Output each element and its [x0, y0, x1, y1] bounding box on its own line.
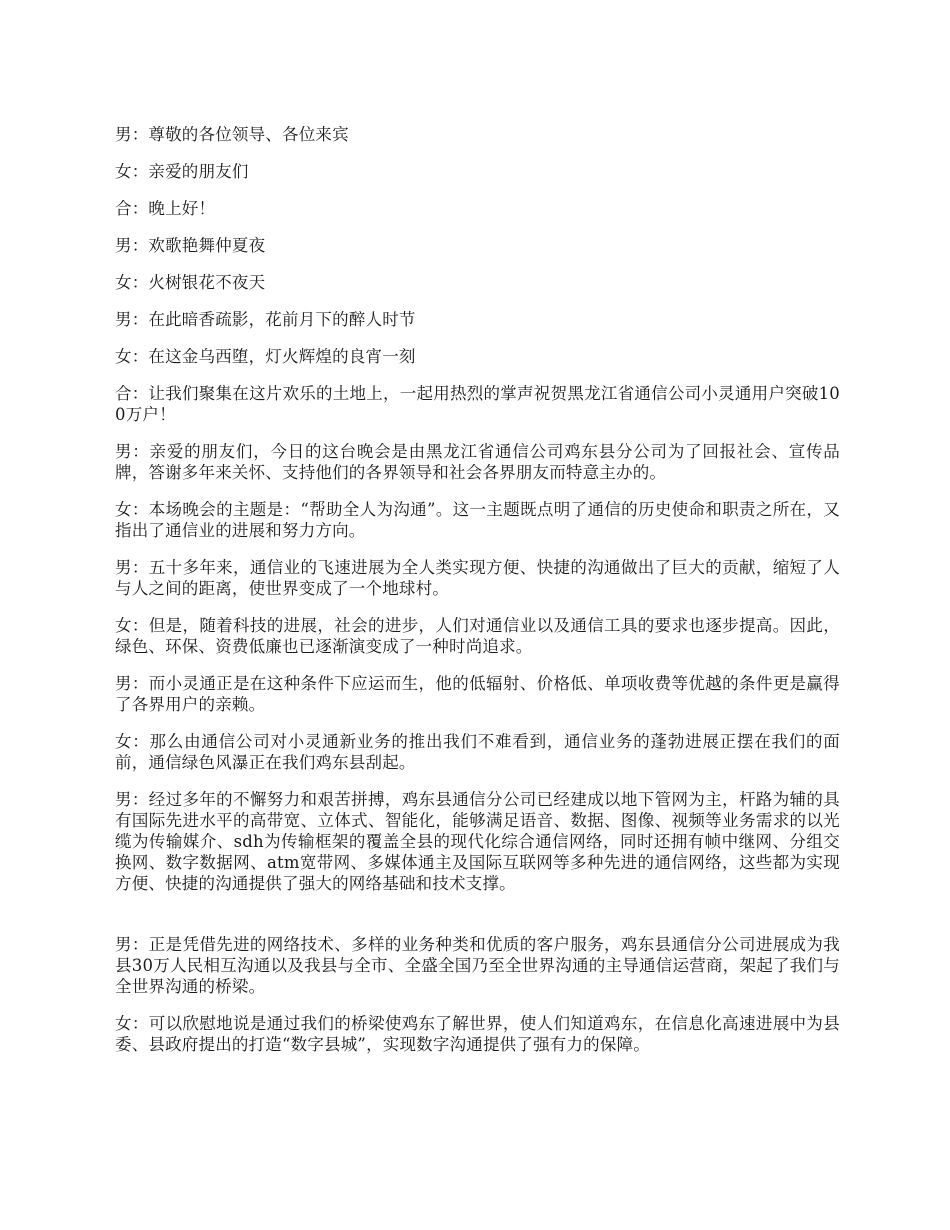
- paragraph: 男：亲爱的朋友们，今日的这台晚会是由黑龙江省通信公司鸡东县分公司为了回报社会、宣传品牌，答谢多年来关怀、支持他们的各界领导和社会各界朋友而特意主办的。: [115, 442, 840, 482]
- paragraph: 女：那么由通信公司对小灵通新业务的推出我们不难看到，通信业务的蓬勃进展正摆在我们的面前，通信绿色风瀑正在我们鸡东县刮起。: [115, 732, 840, 772]
- paragraph: 合：让我们聚集在这片欢乐的土地上，一起用热烈的掌声祝贺黑龙江省通信公司小灵通用户突破100万户！: [115, 384, 840, 424]
- document-body: [115, 124, 840, 1071]
- paragraph: 女：本场晚会的主题是：“帮助全人为沟通”。这一主题既点明了通信的历史使命和职责之所在，又指出了通信业的进展和努力方向。: [115, 500, 840, 540]
- paragraph: 女：但是，随着科技的进展，社会的进步，人们对通信业以及通信工具的要求也逐步提高。因此，绿色、环保、资费低廉也已逐渐演变成了一种时尚追求。: [115, 616, 840, 656]
- paragraph: 合：晚上好！: [115, 199, 216, 218]
- paragraph: 男：尊敬的各位领导、各位来宾: [115, 125, 349, 144]
- paragraph: 男：欢歌艳舞仲夏夜: [115, 236, 266, 255]
- paragraph: 男：而小灵通正是在这种条件下应运而生，他的低辐射、价格低、单项收费等优越的条件更是赢得了各界用户的亲赖。: [115, 674, 840, 714]
- paragraph: 女：火树银花不夜天: [115, 273, 266, 292]
- paragraph: 女：亲爱的朋友们: [115, 162, 249, 181]
- paragraph: 男：在此暗香疏影，花前月下的醉人时节: [115, 310, 416, 329]
- paragraph: 女：在这金乌西堕，灯火辉煌的良宵一刻: [115, 347, 416, 366]
- paragraph: 男：经过多年的不懈努力和艰苦拼搏，鸡东县通信分公司已经建成以地下管网为主，杆路为辅的具有国际先进水平的高带宽、立体式、智能化，能够满足语音、数据、图像、视频等业务需求的以光缆为传输媒介、sdh为传输框架的覆盖全县的现代化综合通信网络，同时还拥有帧中继网、分组交换网、数字数据网、atm宽带网、多媒体通主及国际互联网等多种先进的通信网络，这些都为实现方便、快捷的沟通提供了强大的网络基础和技术支撑。: [115, 790, 840, 893]
- paragraph: 男：正是凭借先进的网络技术、多样的业务种类和优质的客户服务，鸡东县通信分公司进展成为我县30万人民相互沟通以及我县与全市、全盛全国乃至全世界沟通的主导通信运营商，架起了我们与全世界沟通的桥梁。: [115, 935, 840, 996]
- paragraph: 男：五十多年来，通信业的飞速进展为全人类实现方便、快捷的沟通做出了巨大的贡献，缩短了人与人之间的距离，使世界变成了一个地球村。: [115, 558, 840, 598]
- paragraph: 女：可以欣慰地说是通过我们的桥梁使鸡东了解世界，使人们知道鸡东，在信息化高速进展中为县委、县政府提出的打造“数字县城”，实现数字沟通提供了强有力的保障。: [115, 1014, 840, 1054]
